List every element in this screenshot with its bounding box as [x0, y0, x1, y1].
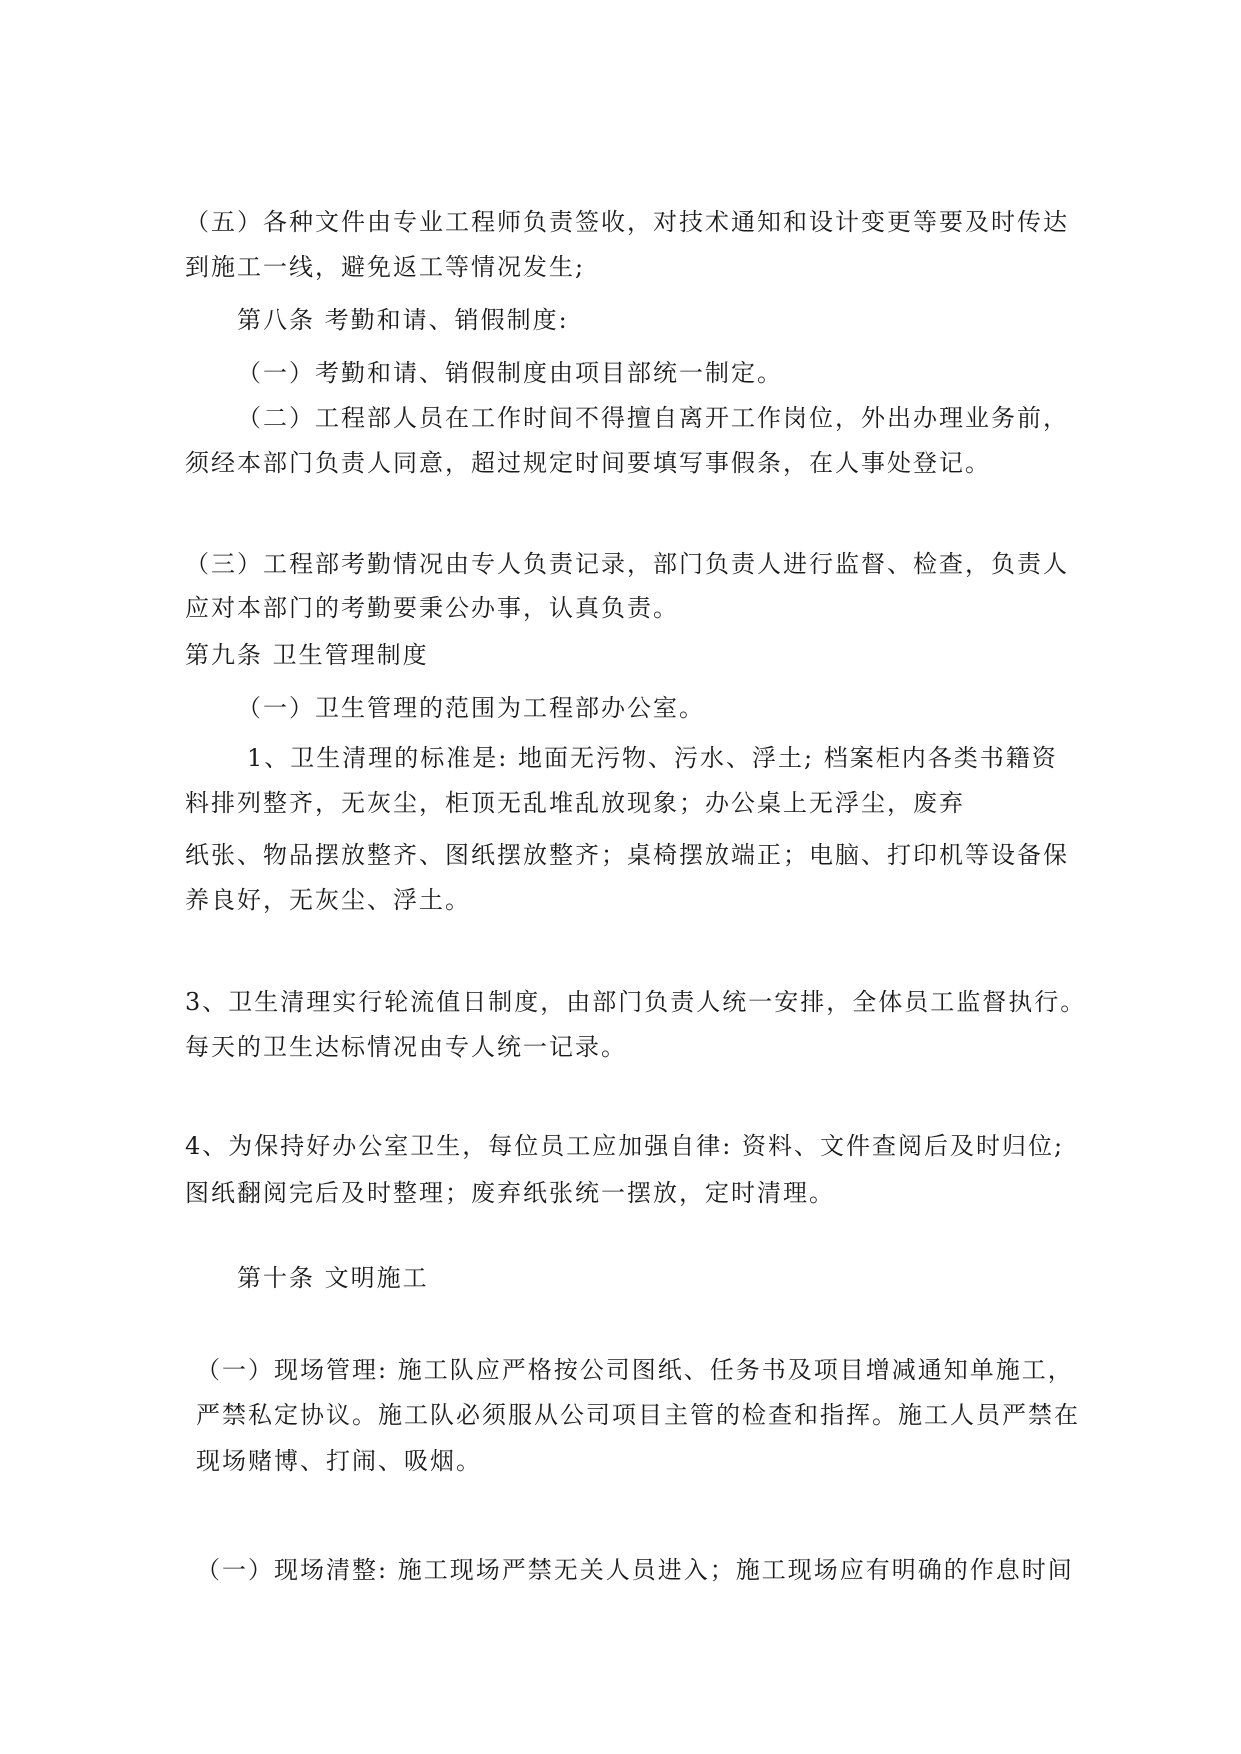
paragraph-line: （五）各种文件由专业工程师负责签收，对技术通知和设计变更等要及时传达 — [185, 208, 1069, 236]
paragraph-line: 纸张、物品摆放整齐、图纸摆放整齐；桌椅摆放端正；电脑、打印机等设备保 — [185, 841, 1069, 869]
paragraph-line: 4、为保持好办公室卫生，每位员工应加强自律: 资料、文件查阅后及时归位; — [185, 1132, 1065, 1160]
section-heading: 第十条 文明施工 — [237, 1264, 429, 1292]
paragraph-line: （一）现场管理: 施工队应严格按公司图纸、任务书及项目增减通知单施工， — [196, 1356, 1074, 1384]
paragraph-line: （一）卫生管理的范围为工程部办公室。 — [237, 694, 705, 722]
paragraph-line: （二）工程部人员在工作时间不得擅自离开工作岗位，外出办理业务前， — [237, 404, 1069, 432]
paragraph-line: （一）现场清整: 施工现场严禁无关人员进入；施工现场应有明确的作息时间 — [196, 1556, 1074, 1584]
paragraph-line: 到施工一线，避免返工等情况发生; — [185, 253, 586, 281]
paragraph-line: 3、卫生清理实行轮流值日制度，由部门负责人统一安排，全体员工监督执行。 — [185, 988, 1087, 1016]
paragraph-line: （三）工程部考勤情况由专人负责记录，部门负责人进行监督、检查，负责人 — [185, 550, 1069, 578]
paragraph-line: 料排列整齐，无灰尘，柜顶无乱堆乱放现象；办公桌上无浮尘，废弃 — [185, 789, 965, 817]
paragraph-line: 图纸翻阅完后及时整理；废弃纸张统一摆放，定时清理。 — [185, 1179, 835, 1207]
section-heading: 第九条 卫生管理制度 — [185, 641, 429, 669]
paragraph-line: （一）考勤和请、销假制度由项目部统一制定。 — [237, 359, 783, 387]
paragraph-line: 现场赌博、打闹、吸烟。 — [196, 1447, 482, 1475]
paragraph-line: 须经本部门负责人同意，超过规定时间要填写事假条，在人事处登记。 — [185, 449, 991, 477]
paragraph-line: 每天的卫生达标情况由专人统一记录。 — [185, 1033, 627, 1061]
paragraph-line: 1、卫生清理的标准是: 地面无污物、污水、浮土; 档案柜内各类书籍资 — [247, 744, 1058, 772]
paragraph-line: 严禁私定协议。施工队必须服从公司项目主管的检查和指挥。施工人员严禁在 — [196, 1401, 1080, 1429]
paragraph-line: 应对本部门的考勤要秉公办事，认真负责。 — [185, 594, 679, 622]
section-heading: 第八条 考勤和请、销假制度: — [237, 306, 569, 334]
paragraph-line: 养良好，无灰尘、浮土。 — [185, 886, 471, 914]
